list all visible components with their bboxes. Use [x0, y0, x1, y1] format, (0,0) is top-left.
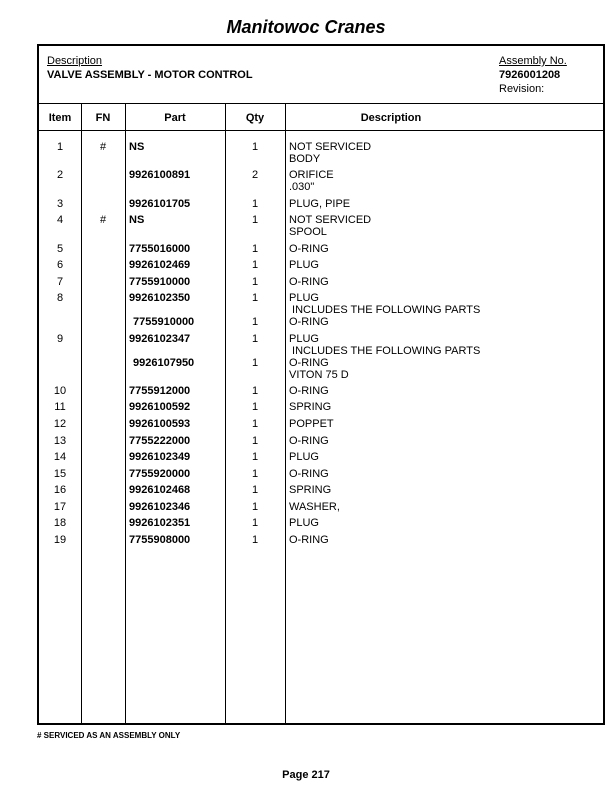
part-description: O-RING: [289, 276, 329, 288]
part-description: PLUG: [289, 517, 319, 529]
quantity: 1: [251, 451, 259, 463]
assembly-number-label: Assembly No.: [499, 55, 567, 67]
part-number: NS: [129, 214, 145, 226]
part-description: NOT SERVICED BODY: [289, 141, 372, 165]
part-number: 7755222000: [129, 435, 191, 447]
column-divider: [125, 103, 126, 723]
column-header-item: Item: [48, 112, 72, 124]
item-number: 12: [53, 418, 67, 430]
fn-cell: #: [99, 214, 107, 226]
part-number: 9926102350: [129, 292, 191, 304]
part-number: 7755912000: [129, 385, 191, 397]
assembly-description: VALVE ASSEMBLY - MOTOR CONTROL: [47, 69, 253, 81]
description-label: Description: [47, 55, 103, 67]
quantity: 1: [251, 468, 259, 480]
part-number: 7755908000: [129, 534, 191, 546]
part-number: 9926100592: [129, 401, 191, 413]
part-number: 9926100593: [129, 418, 191, 430]
quantity: 1: [251, 484, 259, 496]
quantity: 1: [251, 141, 259, 153]
item-number: 17: [53, 501, 67, 513]
item-number: 5: [56, 243, 64, 255]
part-description: PLUG INCLUDES THE FOLLOWING PARTS: [289, 292, 481, 316]
part-description: POPPET: [289, 418, 334, 430]
footnote: # SERVICED AS AN ASSEMBLY ONLY: [37, 731, 181, 740]
part-number: 9926107950: [133, 357, 195, 369]
item-number: 14: [53, 451, 67, 463]
quantity: 1: [251, 385, 259, 397]
part-description: NOT SERVICED SPOOL: [289, 214, 372, 238]
item-number: 15: [53, 468, 67, 480]
quantity: 1: [251, 259, 259, 271]
part-number: 9926102346: [129, 501, 191, 513]
item-number: 10: [53, 385, 67, 397]
item-number: 9: [56, 333, 64, 345]
part-description: PLUG: [289, 451, 319, 463]
part-number: 7755910000: [129, 276, 191, 288]
quantity: 1: [251, 198, 259, 210]
item-number: 1: [56, 141, 64, 153]
document-title: Manitowoc Cranes: [226, 17, 386, 37]
part-number: 9926102469: [129, 259, 191, 271]
quantity: 1: [251, 501, 259, 513]
quantity: 1: [251, 276, 259, 288]
part-description: SPRING: [289, 401, 332, 413]
column-header-description: Description: [360, 112, 422, 124]
part-description: PLUG: [289, 259, 319, 271]
part-description: O-RING VITON 75 D: [289, 357, 349, 381]
column-header-part: Part: [164, 112, 186, 124]
quantity: 1: [251, 517, 259, 529]
column-divider: [285, 103, 286, 723]
part-description: SPRING: [289, 484, 332, 496]
column-header-fn: FN: [95, 112, 111, 124]
quantity: 1: [251, 418, 259, 430]
part-number: 9926102351: [129, 517, 191, 529]
quantity: 1: [251, 292, 259, 304]
part-description: ORIFICE .030": [289, 169, 334, 193]
part-number: 9926102468: [129, 484, 191, 496]
header-divider: [39, 103, 603, 104]
part-description: O-RING: [289, 316, 329, 328]
part-description: O-RING: [289, 385, 329, 397]
revision-label: Revision:: [499, 83, 545, 95]
part-description: O-RING: [289, 468, 329, 480]
part-description: PLUG, PIPE: [289, 198, 351, 210]
column-header-qty: Qty: [245, 112, 265, 124]
item-number: 6: [56, 259, 64, 271]
column-divider: [81, 103, 82, 723]
part-number: 7755016000: [129, 243, 191, 255]
column-divider: [225, 103, 226, 723]
item-number: 3: [56, 198, 64, 210]
part-number: 7755920000: [129, 468, 191, 480]
part-number: 9926102347: [129, 333, 191, 345]
quantity: 1: [251, 243, 259, 255]
item-number: 11: [54, 401, 66, 413]
quantity: 1: [251, 435, 259, 447]
part-description: WASHER,: [289, 501, 340, 513]
item-number: 7: [56, 276, 64, 288]
item-number: 8: [56, 292, 64, 304]
assembly-number: 7926001208: [499, 69, 561, 81]
quantity: 1: [251, 316, 259, 328]
item-number: 2: [56, 169, 64, 181]
item-number: 18: [53, 517, 67, 529]
fn-cell: #: [99, 141, 107, 153]
item-number: 16: [53, 484, 67, 496]
part-number: 7755910000: [133, 316, 195, 328]
quantity: 2: [251, 169, 259, 181]
part-number: 9926102349: [129, 451, 191, 463]
part-description: O-RING: [289, 243, 329, 255]
quantity: 1: [251, 401, 259, 413]
part-description: PLUG INCLUDES THE FOLLOWING PARTS: [289, 333, 481, 357]
part-description: O-RING: [289, 534, 329, 546]
part-number: 9926100891: [129, 169, 191, 181]
quantity: 1: [251, 333, 259, 345]
part-number: 9926101705: [129, 198, 191, 210]
quantity: 1: [251, 534, 259, 546]
item-number: 13: [53, 435, 67, 447]
item-number: 4: [56, 214, 64, 226]
assembly-number-block: [499, 54, 567, 96]
parts-table: [37, 44, 605, 725]
page-number: Page 217: [282, 769, 330, 781]
part-description: O-RING: [289, 435, 329, 447]
part-number: NS: [129, 141, 145, 153]
column-header-divider: [39, 130, 603, 131]
quantity: 1: [251, 214, 259, 226]
assembly-description-block: [47, 54, 253, 82]
item-number: 19: [53, 534, 67, 546]
quantity: 1: [251, 357, 259, 369]
